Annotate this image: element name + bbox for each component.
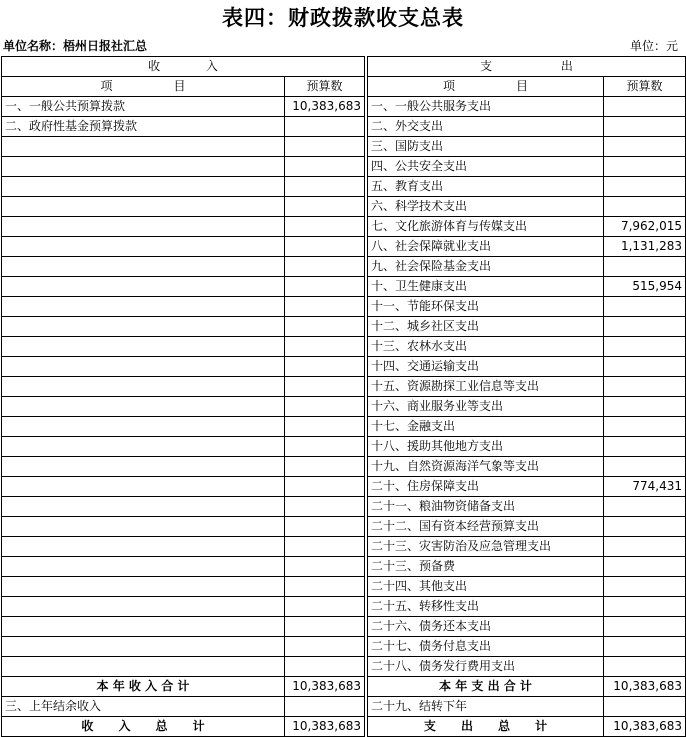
page-title: 表四：财政拨款收支总表 xyxy=(222,5,464,30)
income-item xyxy=(2,637,285,657)
income-budget xyxy=(285,237,365,257)
income-item xyxy=(2,657,285,677)
income-budget xyxy=(285,597,365,617)
income-budget xyxy=(285,497,365,517)
expense-budget xyxy=(604,437,686,457)
table-row xyxy=(2,117,686,137)
expense-item: 六、科学技术支出 xyxy=(368,197,604,217)
expense-item: 十六、商业服务业等支出 xyxy=(368,397,604,417)
year-total-row xyxy=(2,677,686,697)
expense-budget xyxy=(604,397,686,417)
expense-budget xyxy=(604,457,686,477)
income-item xyxy=(2,317,285,337)
income-budget xyxy=(285,517,365,537)
table-row xyxy=(2,437,686,457)
table-row xyxy=(2,477,686,497)
expense-item-header: 项 目 xyxy=(368,77,604,97)
expense-budget-header: 预算数 xyxy=(604,77,686,97)
income-budget xyxy=(285,117,365,137)
table-row xyxy=(2,197,686,217)
table-row xyxy=(2,97,686,117)
income-item xyxy=(2,477,285,497)
expense-budget xyxy=(604,537,686,557)
expense-budget xyxy=(604,357,686,377)
income-budget xyxy=(285,457,365,477)
income-item: 二、政府性基金预算拨款 xyxy=(2,117,285,137)
expense-budget xyxy=(604,337,686,357)
table-row xyxy=(2,157,686,177)
expense-budget xyxy=(604,297,686,317)
unit-measure: 单位：元 xyxy=(629,39,678,53)
income-budget xyxy=(285,557,365,577)
income-budget xyxy=(285,577,365,597)
unit-name: 单位名称：梧州日报社汇总 xyxy=(3,39,148,53)
income-budget xyxy=(285,477,365,497)
expense-budget xyxy=(604,257,686,277)
table-row xyxy=(2,637,686,657)
expense-budget: 1,131,283 xyxy=(604,237,686,257)
income-item xyxy=(2,137,285,157)
income-item xyxy=(2,257,285,277)
expense-budget xyxy=(604,197,686,217)
income-item: 一、一般公共预算拨款 xyxy=(2,97,285,117)
income-budget xyxy=(285,157,365,177)
income-item xyxy=(2,297,285,317)
table-row xyxy=(2,417,686,437)
income-budget xyxy=(285,617,365,637)
income-budget xyxy=(285,197,365,217)
income-header: 收 入 xyxy=(2,57,365,77)
expense-item: 二、外交支出 xyxy=(368,117,604,137)
expense-item: 十四、交通运输支出 xyxy=(368,357,604,377)
income-item xyxy=(2,277,285,297)
expense-budget: 515,954 xyxy=(604,277,686,297)
expense-year-total-label: 本 年 支 出 合 计 xyxy=(368,677,604,697)
expense-item: 十一、节能环保支出 xyxy=(368,297,604,317)
expense-item: 十二、城乡社区支出 xyxy=(368,317,604,337)
income-budget xyxy=(285,217,365,237)
carry-row xyxy=(2,697,686,717)
expense-item: 十三、农林水支出 xyxy=(368,337,604,357)
expense-item: 一、一般公共服务支出 xyxy=(368,97,604,117)
table-row xyxy=(2,657,686,677)
expense-item: 十八、援助其他地方支出 xyxy=(368,437,604,457)
expense-budget: 7,962,015 xyxy=(604,217,686,237)
income-item xyxy=(2,397,285,417)
table-row xyxy=(2,457,686,477)
income-budget-header: 预算数 xyxy=(285,77,365,97)
expense-item: 七、文化旅游体育与传媒支出 xyxy=(368,217,604,237)
expense-budget xyxy=(604,517,686,537)
expense-budget xyxy=(604,557,686,577)
table-row xyxy=(2,317,686,337)
table-row xyxy=(2,357,686,377)
table-row xyxy=(2,617,686,637)
expense-budget xyxy=(604,577,686,597)
expense-item: 十、卫生健康支出 xyxy=(368,277,604,297)
expense-budget xyxy=(604,377,686,397)
expense-item: 三、国防支出 xyxy=(368,137,604,157)
expense-item: 二十五、转移性支出 xyxy=(368,597,604,617)
expense-item: 九、社会保险基金支出 xyxy=(368,257,604,277)
income-item xyxy=(2,417,285,437)
income-budget xyxy=(285,357,365,377)
income-budget: 10,383,683 xyxy=(285,97,365,117)
income-budget xyxy=(285,277,365,297)
table-row xyxy=(2,137,686,157)
expense-item: 十九、自然资源海洋气象等支出 xyxy=(368,457,604,477)
expense-budget: 774,431 xyxy=(604,477,686,497)
expense-grand-total-label: 支 出 总 计 xyxy=(368,717,604,737)
income-budget xyxy=(285,657,365,677)
column-header-row xyxy=(2,77,686,97)
income-budget xyxy=(285,417,365,437)
income-grand-total-label: 收 入 总 计 xyxy=(2,717,285,737)
income-item xyxy=(2,217,285,237)
income-item xyxy=(2,597,285,617)
table-row xyxy=(2,257,686,277)
expense-item: 二十三、灾害防治及应急管理支出 xyxy=(368,537,604,557)
expense-budget xyxy=(604,97,686,117)
income-item xyxy=(2,517,285,537)
expense-budget xyxy=(604,157,686,177)
income-item xyxy=(2,577,285,597)
expense-item: 二十七、债务付息支出 xyxy=(368,637,604,657)
income-item xyxy=(2,357,285,377)
income-item xyxy=(2,457,285,477)
table-row xyxy=(2,397,686,417)
table-row xyxy=(2,557,686,577)
table-row xyxy=(2,217,686,237)
income-budget xyxy=(285,297,365,317)
expense-item: 四、公共安全支出 xyxy=(368,157,604,177)
income-item xyxy=(2,537,285,557)
income-item xyxy=(2,337,285,357)
income-budget xyxy=(285,437,365,457)
expense-budget xyxy=(604,137,686,157)
expense-item: 二十四、其他支出 xyxy=(368,577,604,597)
income-carry-label: 三、上年结余收入 xyxy=(2,697,285,717)
income-budget xyxy=(285,537,365,557)
table-row xyxy=(2,497,686,517)
income-budget xyxy=(285,257,365,277)
income-item xyxy=(2,557,285,577)
expense-budget xyxy=(604,117,686,137)
income-year-total-value: 10,383,683 xyxy=(285,677,365,697)
income-item xyxy=(2,237,285,257)
expense-item: 十五、资源勘探工业信息等支出 xyxy=(368,377,604,397)
income-carry-value xyxy=(285,697,365,717)
table-row xyxy=(2,377,686,397)
expense-item: 二十六、债务还本支出 xyxy=(368,617,604,637)
income-budget xyxy=(285,317,365,337)
income-budget xyxy=(285,377,365,397)
budget-table xyxy=(1,56,686,737)
income-item xyxy=(2,177,285,197)
expense-budget xyxy=(604,317,686,337)
income-item xyxy=(2,437,285,457)
expense-item: 二十二、国有资本经营预算支出 xyxy=(368,517,604,537)
expense-budget xyxy=(604,497,686,517)
expense-item: 八、社会保障就业支出 xyxy=(368,237,604,257)
table-row xyxy=(2,297,686,317)
income-budget xyxy=(285,137,365,157)
expense-budget xyxy=(604,657,686,677)
income-year-total-label: 本 年 收 入 合 计 xyxy=(2,677,285,697)
table-row xyxy=(2,577,686,597)
expense-header: 支 出 xyxy=(368,57,686,77)
table-row xyxy=(2,597,686,617)
expense-budget xyxy=(604,617,686,637)
expense-item: 五、教育支出 xyxy=(368,177,604,197)
expense-carry-value xyxy=(604,697,686,717)
income-item xyxy=(2,617,285,637)
income-grand-total-value: 10,383,683 xyxy=(285,717,365,737)
expense-carry-label: 二十九、结转下年 xyxy=(368,697,604,717)
income-item xyxy=(2,377,285,397)
expense-item: 二十、住房保障支出 xyxy=(368,477,604,497)
expense-budget xyxy=(604,177,686,197)
income-budget xyxy=(285,177,365,197)
expense-budget xyxy=(604,417,686,437)
table-row xyxy=(2,277,686,297)
expense-budget xyxy=(604,597,686,617)
table-row xyxy=(2,177,686,197)
section-header-row xyxy=(2,57,686,77)
income-item-header: 项 目 xyxy=(2,77,285,97)
income-budget xyxy=(285,637,365,657)
income-item xyxy=(2,157,285,177)
income-budget xyxy=(285,337,365,357)
expense-item: 十七、金融支出 xyxy=(368,417,604,437)
expense-item: 二十三、预备费 xyxy=(368,557,604,577)
expense-item: 二十一、粮油物资储备支出 xyxy=(368,497,604,517)
expense-item: 二十八、债务发行费用支出 xyxy=(368,657,604,677)
income-budget xyxy=(285,397,365,417)
income-item xyxy=(2,497,285,517)
expense-budget xyxy=(604,637,686,657)
expense-grand-total-value: 10,383,683 xyxy=(604,717,686,737)
table-row xyxy=(2,237,686,257)
income-item xyxy=(2,197,285,217)
table-row xyxy=(2,517,686,537)
table-row xyxy=(2,537,686,557)
table-row xyxy=(2,337,686,357)
expense-year-total-value: 10,383,683 xyxy=(604,677,686,697)
